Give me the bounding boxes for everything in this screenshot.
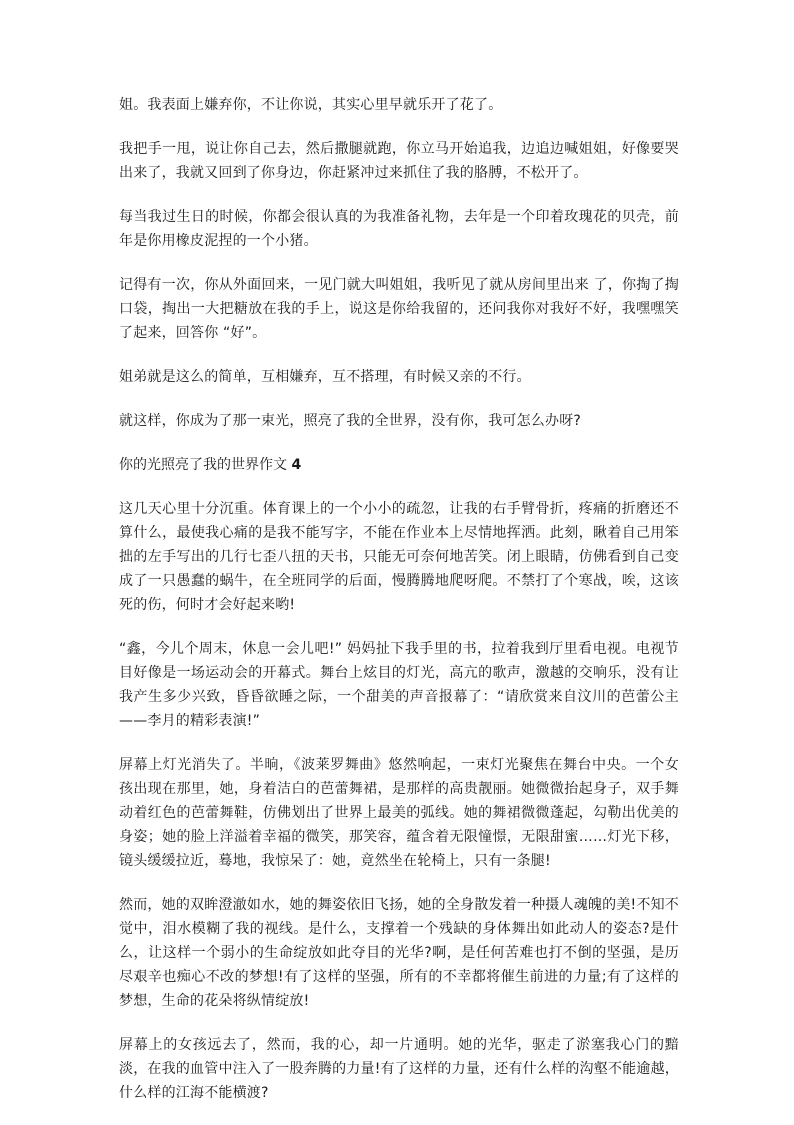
paragraph: 屏幕上的女孩远去了，然而，我的心，却一片通明。她的光华，驱走了淤塞我心门的黯淡，在我的血管中注入了一股奔腾的力量!有了这样的力量，还有什么样的沟壑不能逾越，什么样的江海不能横渡?	[119, 1037, 679, 1101]
document-page	[119, 93, 679, 1125]
essay-title-number: 4	[291, 457, 302, 473]
paragraph: 这几天心里十分沉重。体育课上的一个小小的疏忽，让我的右手臂骨折，疼痛的折磨还不算什么，最使我心痛的是我不能写字，不能在作业本上尽情地挥洒。此刻，瞅着自己用笨拙的左手写出的几行七歪八扭的天书，只能无可奈何地苦笑。闭上眼睛，仿佛看到自己变成了一只愚蠢的蜗牛，在全班同学的后面，慢腾腾地爬呀爬。不禁打了个寒战，唉，这该死的伤，何时才会好起来哟!	[119, 501, 679, 613]
paragraph: 每当我过生日的时候，你都会很认真的为我准备礼物，去年是一个印着玫瑰花的贝壳，前年是你用橡皮泥捏的一个小猪。	[119, 209, 679, 249]
paragraph: 记得有一次，你从外面回来，一见门就大叫姐姐，我听见了就从房间里出来 了，你掏了掏口袋，掏出一大把糖放在我的手上，说这是你给我留的，还问我你对我好不好，我嘿嘿笑了起来，回答你 “好”。	[119, 277, 679, 341]
essay-title-text: 你的光照亮了我的世界作文	[119, 457, 287, 473]
paragraph: 就这样，你成为了那一束光，照亮了我的全世界，没有你，我可怎么办呀?	[119, 413, 582, 429]
paragraph: 姐。我表面上嫌弃你，不让你说，其实心里早就乐开了花了。	[119, 97, 503, 113]
essay-title	[119, 453, 679, 477]
paragraph: 姐弟就是这么的简单，互相嫌弃，互不搭理，有时候又亲的不行。	[119, 369, 531, 385]
paragraph: “鑫，今儿个周末，休息一会儿吧!” 妈妈扯下我手里的书，拉着我到厅里看电视。电视节目好像是一场运动会的开幕式。舞台上炫目的灯光，高亢的歌声，激越的交响乐，没有让我产生多少兴致，昏昏欲睡之际，一个甜美的声音报幕了：“请欣赏来自汶川的芭蕾公主——李月的精彩表演!”	[119, 641, 679, 729]
paragraph: 我把手一甩，说让你自己去，然后撒腿就跑，你立马开始追我，边追边喊姐姐，好像要哭出来了，我就又回到了你身边，你赶紧冲过来抓住了我的胳膊，不松开了。	[119, 141, 679, 181]
paragraph: 屏幕上灯光消失了。半晌，《波莱罗舞曲》悠然响起，一束灯光聚焦在舞台中央。一个女孩出现在那里，她，身着洁白的芭蕾舞裙，是那样的高贵靓丽。她微微抬起身子，双手舞动着红色的芭蕾舞鞋，仿佛划出了世界上最美的弧线。她的舞裙微微蓬起，勾勒出优美的身姿；她的脸上洋溢着幸福的微笑，那笑容，蕴含着无限憧憬，无限甜蜜……灯光下移，镜头缓缓拉近，蓦地，我惊呆了：她，竟然坐在轮椅上，只有一条腿!	[119, 757, 679, 869]
paragraph: 然而，她的双眸澄澈如水，她的舞姿依旧飞扬，她的全身散发着一种摄人魂魄的美!不知不觉中，泪水模糊了我的视线。是什么，支撑着一个残缺的身体舞出如此动人的姿态?是什么，让这样一个弱小的生命绽放如此夺目的光华?啊，是任何苦难也打不倒的坚强，是历尽艰辛也痴心不改的梦想!有了这样的坚强，所有的不幸都将催生前进的力量;有了这样的梦想，生命的花朵将纵情绽放!	[119, 897, 679, 1009]
